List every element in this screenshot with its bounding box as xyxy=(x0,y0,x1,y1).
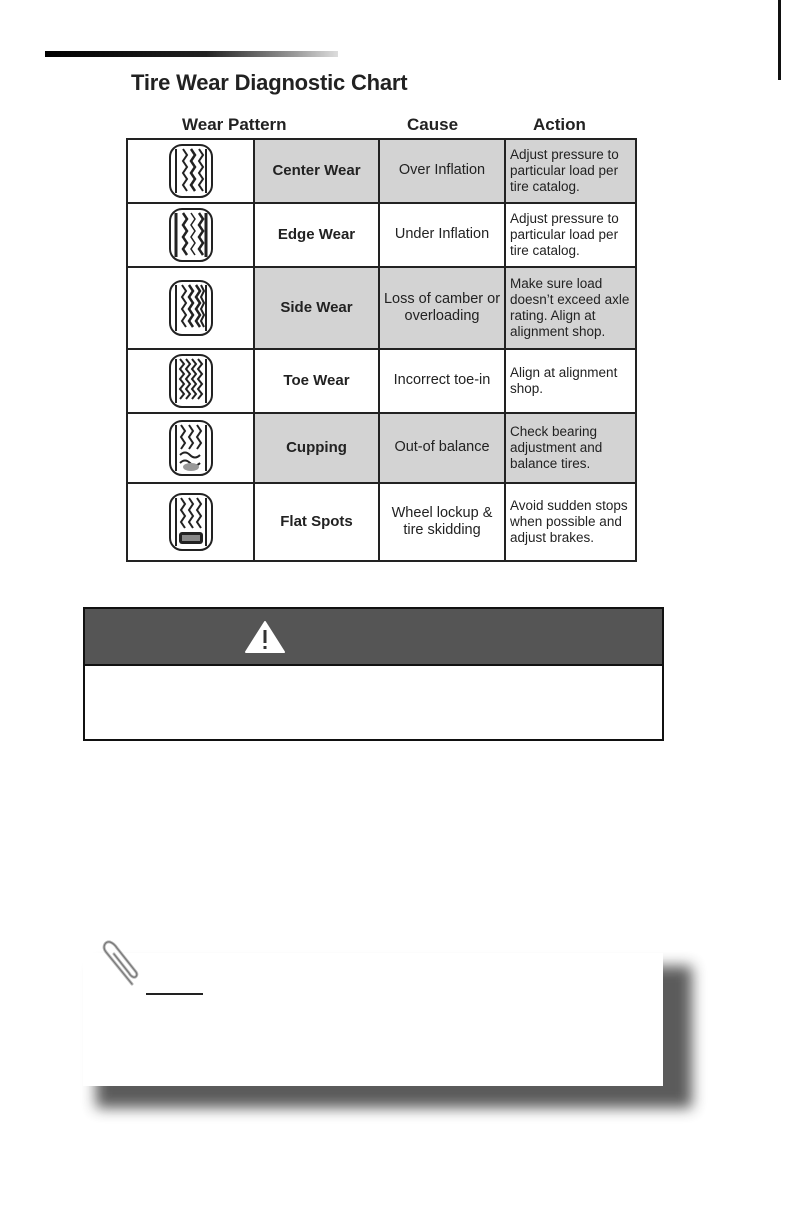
pattern-cell xyxy=(127,203,254,267)
wear-cause: Wheel lockup & tire skidding xyxy=(379,483,505,561)
wear-cause: Loss of camber or overloading xyxy=(379,267,505,349)
note-box xyxy=(83,953,663,1086)
warning-header xyxy=(85,609,662,666)
header-rule xyxy=(45,51,338,57)
wear-action: Make sure load doesn’t exceed axle rating. Align at alignment shop. xyxy=(505,267,636,349)
header-action: Action xyxy=(533,115,586,134)
wear-action: Adjust pressure to particular load per tire catalog. xyxy=(505,203,636,267)
wear-name: Flat Spots xyxy=(254,483,379,561)
chart-title: Tire Wear Diagnostic Chart xyxy=(131,70,408,95)
wear-name: Center Wear xyxy=(254,139,379,203)
wear-action: Avoid sudden stops when possible and adjust brakes. xyxy=(505,483,636,561)
tire-wear-table xyxy=(126,138,637,562)
pattern-cell xyxy=(127,413,254,483)
center-wear-icon xyxy=(168,143,214,199)
toe-wear-icon xyxy=(168,353,214,409)
table-row xyxy=(127,483,636,561)
paperclip-icon xyxy=(96,938,144,990)
wear-action: Adjust pressure to particular load per tire catalog. xyxy=(505,139,636,203)
table-row xyxy=(127,267,636,349)
header-wear-pattern: Wear Pattern xyxy=(182,115,287,134)
edge-wear-icon xyxy=(168,207,214,263)
pattern-cell xyxy=(127,349,254,413)
wear-name: Side Wear xyxy=(254,267,379,349)
pattern-cell xyxy=(127,139,254,203)
table-row xyxy=(127,139,636,203)
side-wear-icon xyxy=(168,279,214,337)
flat-spots-icon xyxy=(168,492,214,552)
note-label-underline xyxy=(146,993,203,995)
wear-name: Edge Wear xyxy=(254,203,379,267)
wear-name: Toe Wear xyxy=(254,349,379,413)
table-row xyxy=(127,413,636,483)
warning-box xyxy=(83,607,664,741)
wear-cause: Under Inflation xyxy=(379,203,505,267)
table-row xyxy=(127,203,636,267)
pattern-cell xyxy=(127,267,254,349)
table-row xyxy=(127,349,636,413)
cupping-icon xyxy=(168,419,214,477)
pattern-cell xyxy=(127,483,254,561)
wear-name: Cupping xyxy=(254,413,379,483)
wear-action: Align at alignment shop. xyxy=(505,349,636,413)
header-cause: Cause xyxy=(407,115,459,134)
wear-cause: Incorrect toe-in xyxy=(379,349,505,413)
wear-cause: Over Inflation xyxy=(379,139,505,203)
page-edge-line xyxy=(778,0,781,80)
warning-triangle-icon xyxy=(243,619,287,655)
wear-action: Check bearing adjustment and balance tires. xyxy=(505,413,636,483)
wear-cause: Out-of balance xyxy=(379,413,505,483)
